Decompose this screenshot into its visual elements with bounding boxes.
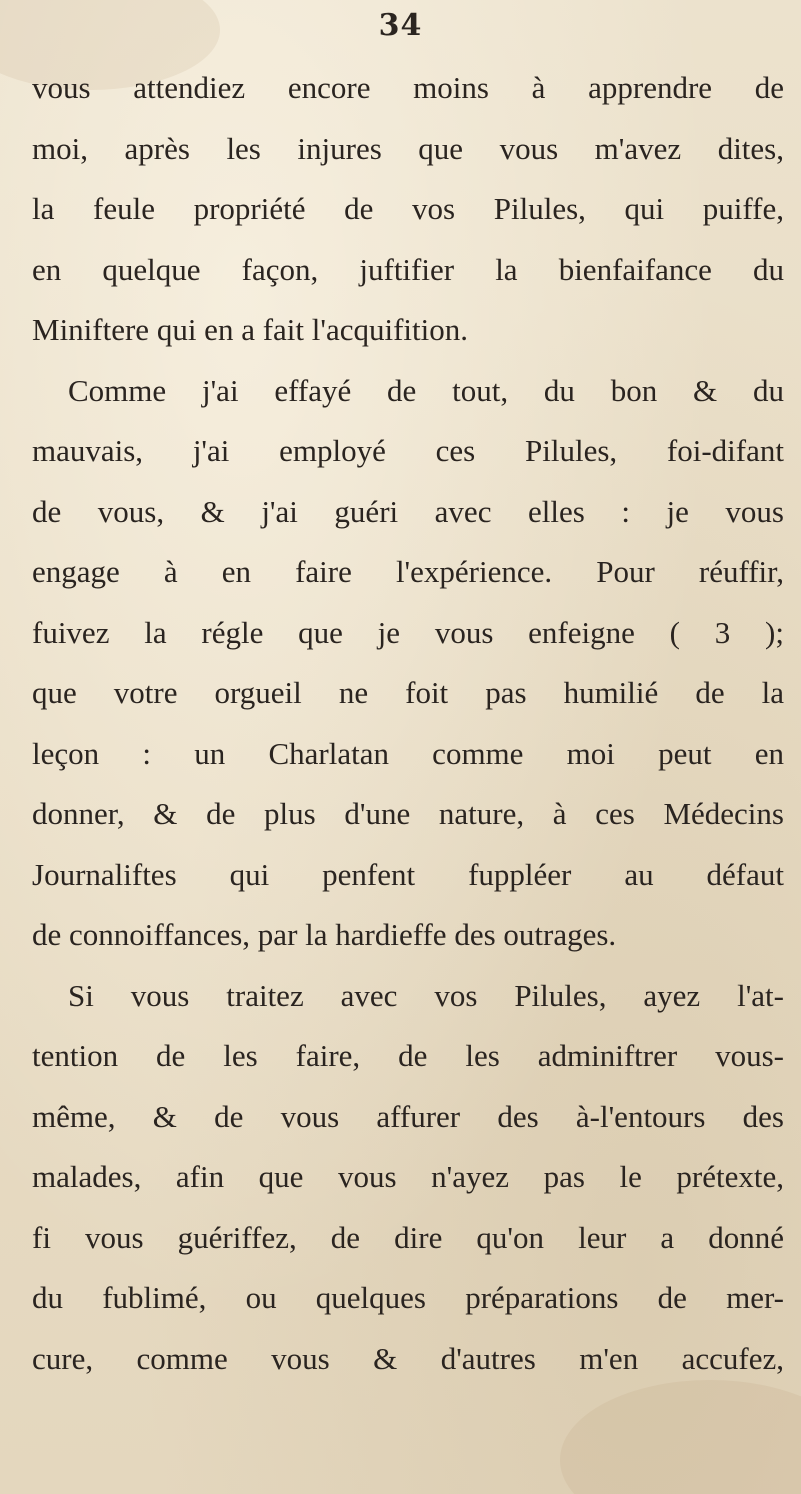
- text-line: donner, & de plus d'une nature, à ces Médecins: [32, 796, 784, 831]
- text-line: de vous, & j'ai guéri avec elles : je vous: [32, 493, 784, 529]
- text-line: Miniftere qui en a fait l'acquifition.: [32, 312, 468, 347]
- text-line: mauvais, j'ai employé ces Pilules, foi-difant: [32, 433, 784, 468]
- text-line: de connoiffances, par la hardieffe des outrages.: [32, 917, 617, 952]
- text-line: Comme j'ai effayé de tout, du bon & du: [68, 372, 784, 408]
- text-line: fuivez la régle que je vous enfeigne ( 3 );: [32, 614, 784, 650]
- text-line: du fublimé, ou quelques préparations de mer-: [32, 1280, 784, 1315]
- text-line: Si vous traitez avec vos Pilules, ayez l'at-: [68, 977, 784, 1013]
- text-line: moi, après les injures que vous m'avez dites,: [32, 130, 784, 166]
- text-line: fi vous guériffez, de dire qu'on leur a donné: [32, 1219, 784, 1255]
- text-line: malades, afin que vous n'ayez pas le prétexte,: [32, 1159, 784, 1194]
- text-line: cure, comme vous & d'autres m'en accufez,: [32, 1340, 784, 1376]
- text-line: vous attendiez encore moins à apprendre de: [32, 70, 784, 105]
- text-line: leçon : un Charlatan comme moi peut en: [32, 735, 784, 771]
- text-line: Journaliftes qui penfent fuppléer au défaut: [32, 856, 784, 892]
- text-line: que votre orgueil ne foit pas humilié de la: [32, 675, 784, 710]
- paper-stain: [560, 1380, 801, 1494]
- page-text: [32, 58, 784, 1389]
- text-line: la feule propriété de vos Pilules, qui puiffe,: [32, 191, 784, 226]
- text-line: tention de les faire, de les adminiftrer vous-: [32, 1038, 784, 1073]
- text-line: en quelque façon, juftifier la bienfaifance du: [32, 251, 784, 287]
- text-line: même, & de vous affurer des à-l'entours des: [32, 1098, 784, 1134]
- text-line: engage à en faire l'expérience. Pour réuffir,: [32, 554, 784, 589]
- page-number: 34: [378, 8, 423, 43]
